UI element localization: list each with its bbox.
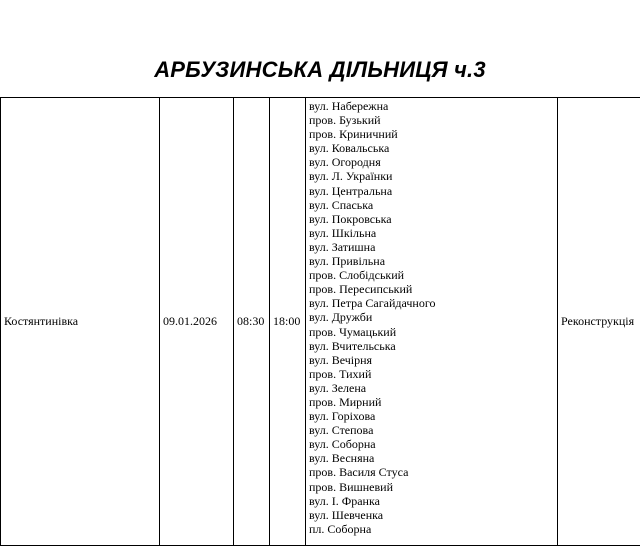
street-item: вул. Петра Сагайдачного — [309, 296, 554, 310]
street-item: пров. Слобідський — [309, 268, 554, 282]
street-item: вул. Зелена — [309, 381, 554, 395]
street-item: вул. І. Франка — [309, 494, 554, 508]
street-item: вул. Дружби — [309, 310, 554, 324]
street-item: вул. Затишна — [309, 240, 554, 254]
schedule-table — [0, 97, 640, 546]
street-item: вул. Весняна — [309, 451, 554, 465]
street-item: вул. Набережна — [309, 99, 554, 113]
street-item: вул. Ковальська — [309, 141, 554, 155]
street-item: пров. Мирний — [309, 395, 554, 409]
street-item: пров. Бузький — [309, 113, 554, 127]
street-item: вул. Центральна — [309, 184, 554, 198]
time-end-cell: 18:00 — [270, 98, 306, 546]
street-item: пров. Пересипський — [309, 282, 554, 296]
street-item: вул. Вечірня — [309, 353, 554, 367]
street-item: вул. Соборна — [309, 437, 554, 451]
street-item: пров. Криничний — [309, 127, 554, 141]
street-item: вул. Огородня — [309, 155, 554, 169]
settlement-cell: Костянтинівка — [1, 98, 160, 546]
street-item: пров. Тихий — [309, 367, 554, 381]
street-item: вул. Шевченка — [309, 508, 554, 522]
table-row — [1, 98, 640, 546]
street-item: вул. Шкільна — [309, 226, 554, 240]
street-item: вул. Л. Українки — [309, 169, 554, 183]
date-cell: 09.01.2026 — [160, 98, 234, 546]
street-item: вул. Степова — [309, 423, 554, 437]
street-item: пл. Соборна — [309, 522, 554, 536]
street-item: вул. Покровська — [309, 212, 554, 226]
street-item: вул. Спаська — [309, 198, 554, 212]
street-item: вул. Вчительська — [309, 339, 554, 353]
reason-cell: Реконструкція — [558, 98, 640, 546]
street-item: вул. Горіхова — [309, 409, 554, 423]
page-title: АРБУЗИНСЬКА ДІЛЬНИЦЯ ч.3 — [0, 56, 640, 84]
street-item: пров. Вишневий — [309, 480, 554, 494]
streets-cell — [306, 98, 558, 546]
street-item: пров. Василя Стуса — [309, 465, 554, 479]
time-start-cell: 08:30 — [234, 98, 270, 546]
street-item: пров. Чумацький — [309, 325, 554, 339]
street-item: вул. Привільна — [309, 254, 554, 268]
